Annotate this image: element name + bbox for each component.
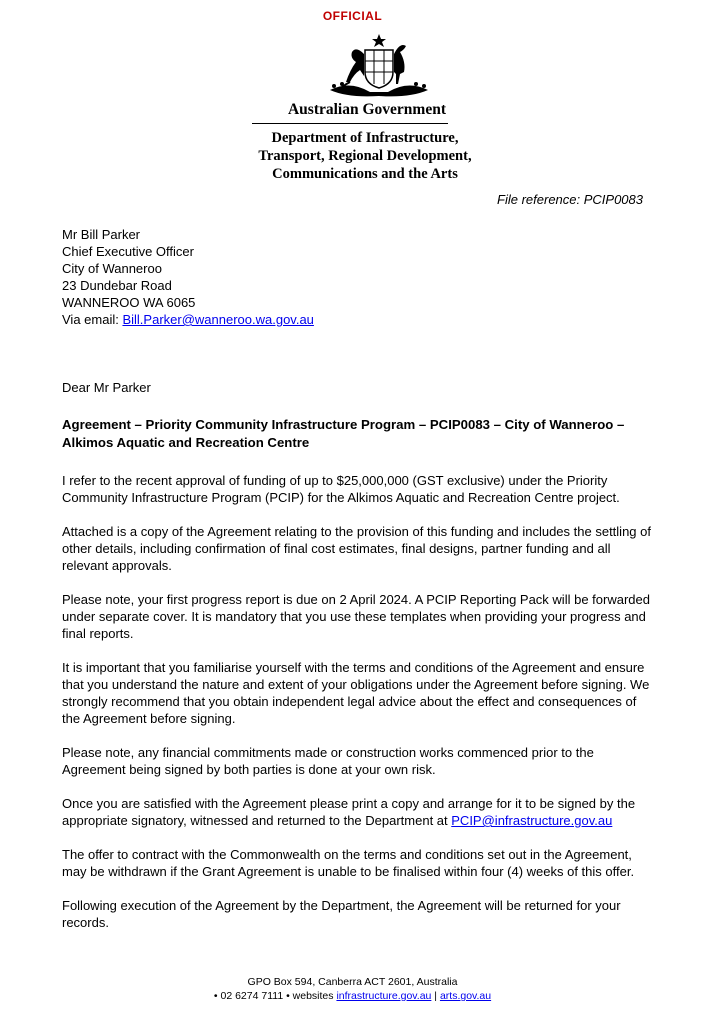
recipient-organisation: City of Wanneroo	[62, 261, 162, 276]
footer-address: GPO Box 594, Canberra ACT 2601, Australia	[247, 976, 458, 988]
file-reference: File reference: PCIP0083	[497, 192, 643, 207]
department-name	[230, 129, 500, 183]
body-paragraph: The offer to contract with the Commonwealth on the terms and conditions set out in the Agreement, may be withdrawn if the Grant Agreement is unable to be finalised within four (4) weeks of this offer.	[62, 847, 635, 879]
footer-separator: |	[431, 990, 440, 1002]
pcip-email-link[interactable]: PCIP@infrastructure.gov.au	[451, 813, 613, 828]
arts-website-link[interactable]: arts.gov.au	[439, 990, 492, 1002]
header-divider	[252, 123, 448, 124]
letter-body	[62, 472, 652, 948]
footer-contact	[0, 989, 705, 1003]
department-line: Department of Infrastructure,	[271, 130, 459, 146]
government-name: Australian Government	[287, 101, 446, 118]
footer-phone: • 02 6274 7111 • websites	[213, 990, 337, 1002]
body-paragraph	[62, 795, 652, 829]
body-paragraph: Please note, any financial commitments made or construction works commenced prior to the Agreement being signed by both parties is done at your own risk.	[62, 745, 594, 777]
infrastructure-website-link[interactable]: infrastructure.gov.au	[336, 990, 432, 1002]
recipient-name: Mr Bill Parker	[62, 227, 141, 242]
recipient-email-link[interactable]: Bill.Parker@wanneroo.wa.gov.au	[122, 312, 314, 327]
body-paragraph: Attached is a copy of the Agreement relating to the provision of this funding and includes the settling of other details, including confirmation of final cost estimates, final designs, partner funding and all relevant approvals.	[62, 524, 651, 573]
recipient-title: Chief Executive Officer	[62, 244, 194, 259]
body-paragraph: I refer to the recent approval of funding of up to $25,000,000 (GST exclusive) under the Priority Community Infrastructure Program (PCIP) for the Alkimos Aquatic and Recreation Centre project.	[62, 473, 620, 505]
page-footer	[0, 975, 705, 1003]
body-paragraph: It is important that you familiarise yourself with the terms and conditions of the Agreement and ensure that you understand the nature and extent of your obligations under the Agreement before signing. We strongly recommend that you obtain independent legal advice about the effect and consequences of the Agreement before signing.	[62, 660, 650, 726]
recipient-locality: WANNEROO WA 6065	[62, 295, 196, 310]
salutation: Dear Mr Parker	[62, 380, 151, 395]
department-line: Transport, Regional Development,	[258, 148, 472, 164]
body-paragraph: Following execution of the Agreement by the Department, the Agreement will be returned for your records.	[62, 898, 621, 930]
recipient-street: 23 Dundebar Road	[62, 278, 172, 293]
classification-marking: OFFICIAL	[322, 9, 383, 23]
email-prefix: Via email:	[62, 312, 123, 327]
letter-subject: Agreement – Priority Community Infrastructure Program – PCIP0083 – City of Wanneroo – Alkimos Aquatic and Recreation Centre	[62, 417, 625, 450]
department-line: Communications and the Arts	[272, 166, 458, 182]
recipient-address	[62, 226, 314, 328]
recipient-email-line	[62, 311, 314, 328]
coat-of-arms-icon	[320, 32, 438, 98]
paragraph-text: Once you are satisfied with the Agreement please print a copy and arrange for it to be signed by the appropriate signatory, witnessed and returned to the Department at	[62, 796, 636, 828]
body-paragraph: Please note, your first progress report is due on 2 April 2024. A PCIP Reporting Pack will be forwarded under separate cover. It is mandatory that you use these templates when providing your progress and final reports.	[62, 592, 650, 641]
